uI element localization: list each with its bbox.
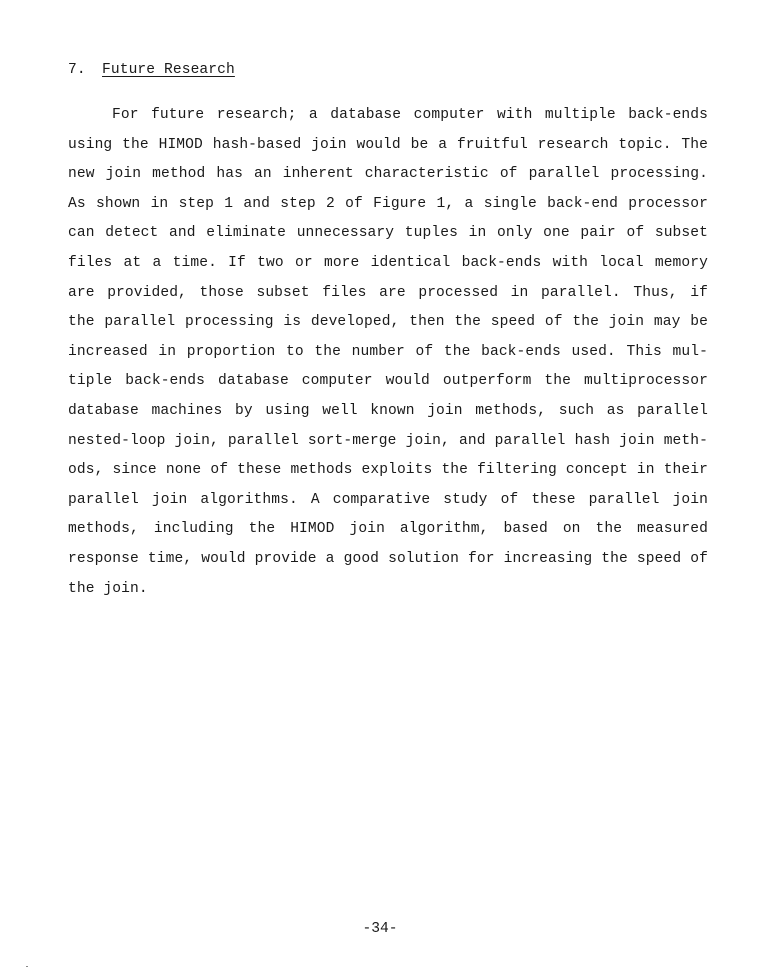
scan-speck	[26, 966, 28, 967]
section-title: Future Research	[102, 62, 235, 78]
paragraph-line: can detect and eliminate unnecessary tuples in only one pair of subset	[68, 225, 708, 242]
paragraph-line: ods, since none of these methods exploits the filtering concept in their	[68, 462, 708, 479]
paragraph-line: using the HIMOD hash-based join would be a fruitful research topic. The	[68, 136, 708, 153]
paragraph-line: database machines by using well known join methods, such as parallel	[68, 402, 708, 419]
paragraph-line: the join.	[68, 580, 148, 597]
paragraph-line: response time, would provide a good solution for increasing the speed of	[68, 550, 708, 567]
paragraph-line: increased in proportion to the number of the back-ends used. This mul-	[68, 343, 708, 360]
section-number: 7.	[68, 62, 86, 78]
paragraph-line: nested-loop join, parallel sort-merge join, and parallel hash join meth-	[68, 432, 708, 449]
paragraph-line: new join method has an inherent characteristic of parallel processing.	[68, 166, 708, 183]
paragraph-line: For future research; a database computer with multiple back-ends	[112, 107, 708, 123]
paragraph-line: tiple back-ends database computer would outperform the multiprocessor	[68, 373, 708, 390]
paragraph-line: files at a time. If two or more identical back-ends with local memory	[68, 254, 708, 271]
paragraph-line: methods, including the HIMOD join algorithm, based on the measured	[68, 521, 708, 538]
section-heading	[68, 60, 235, 80]
paragraph-line: the parallel processing is developed, then the speed of the join may be	[68, 314, 708, 331]
paragraph-line: parallel join algorithms. A comparative study of these parallel join	[68, 491, 708, 508]
body-paragraph	[68, 104, 708, 607]
paragraph-line: are provided, those subset files are processed in parallel. Thus, if	[68, 284, 708, 301]
paragraph-line: As shown in step 1 and step 2 of Figure 1, a single back-end processor	[68, 195, 708, 212]
page-number: -34-	[362, 921, 398, 937]
